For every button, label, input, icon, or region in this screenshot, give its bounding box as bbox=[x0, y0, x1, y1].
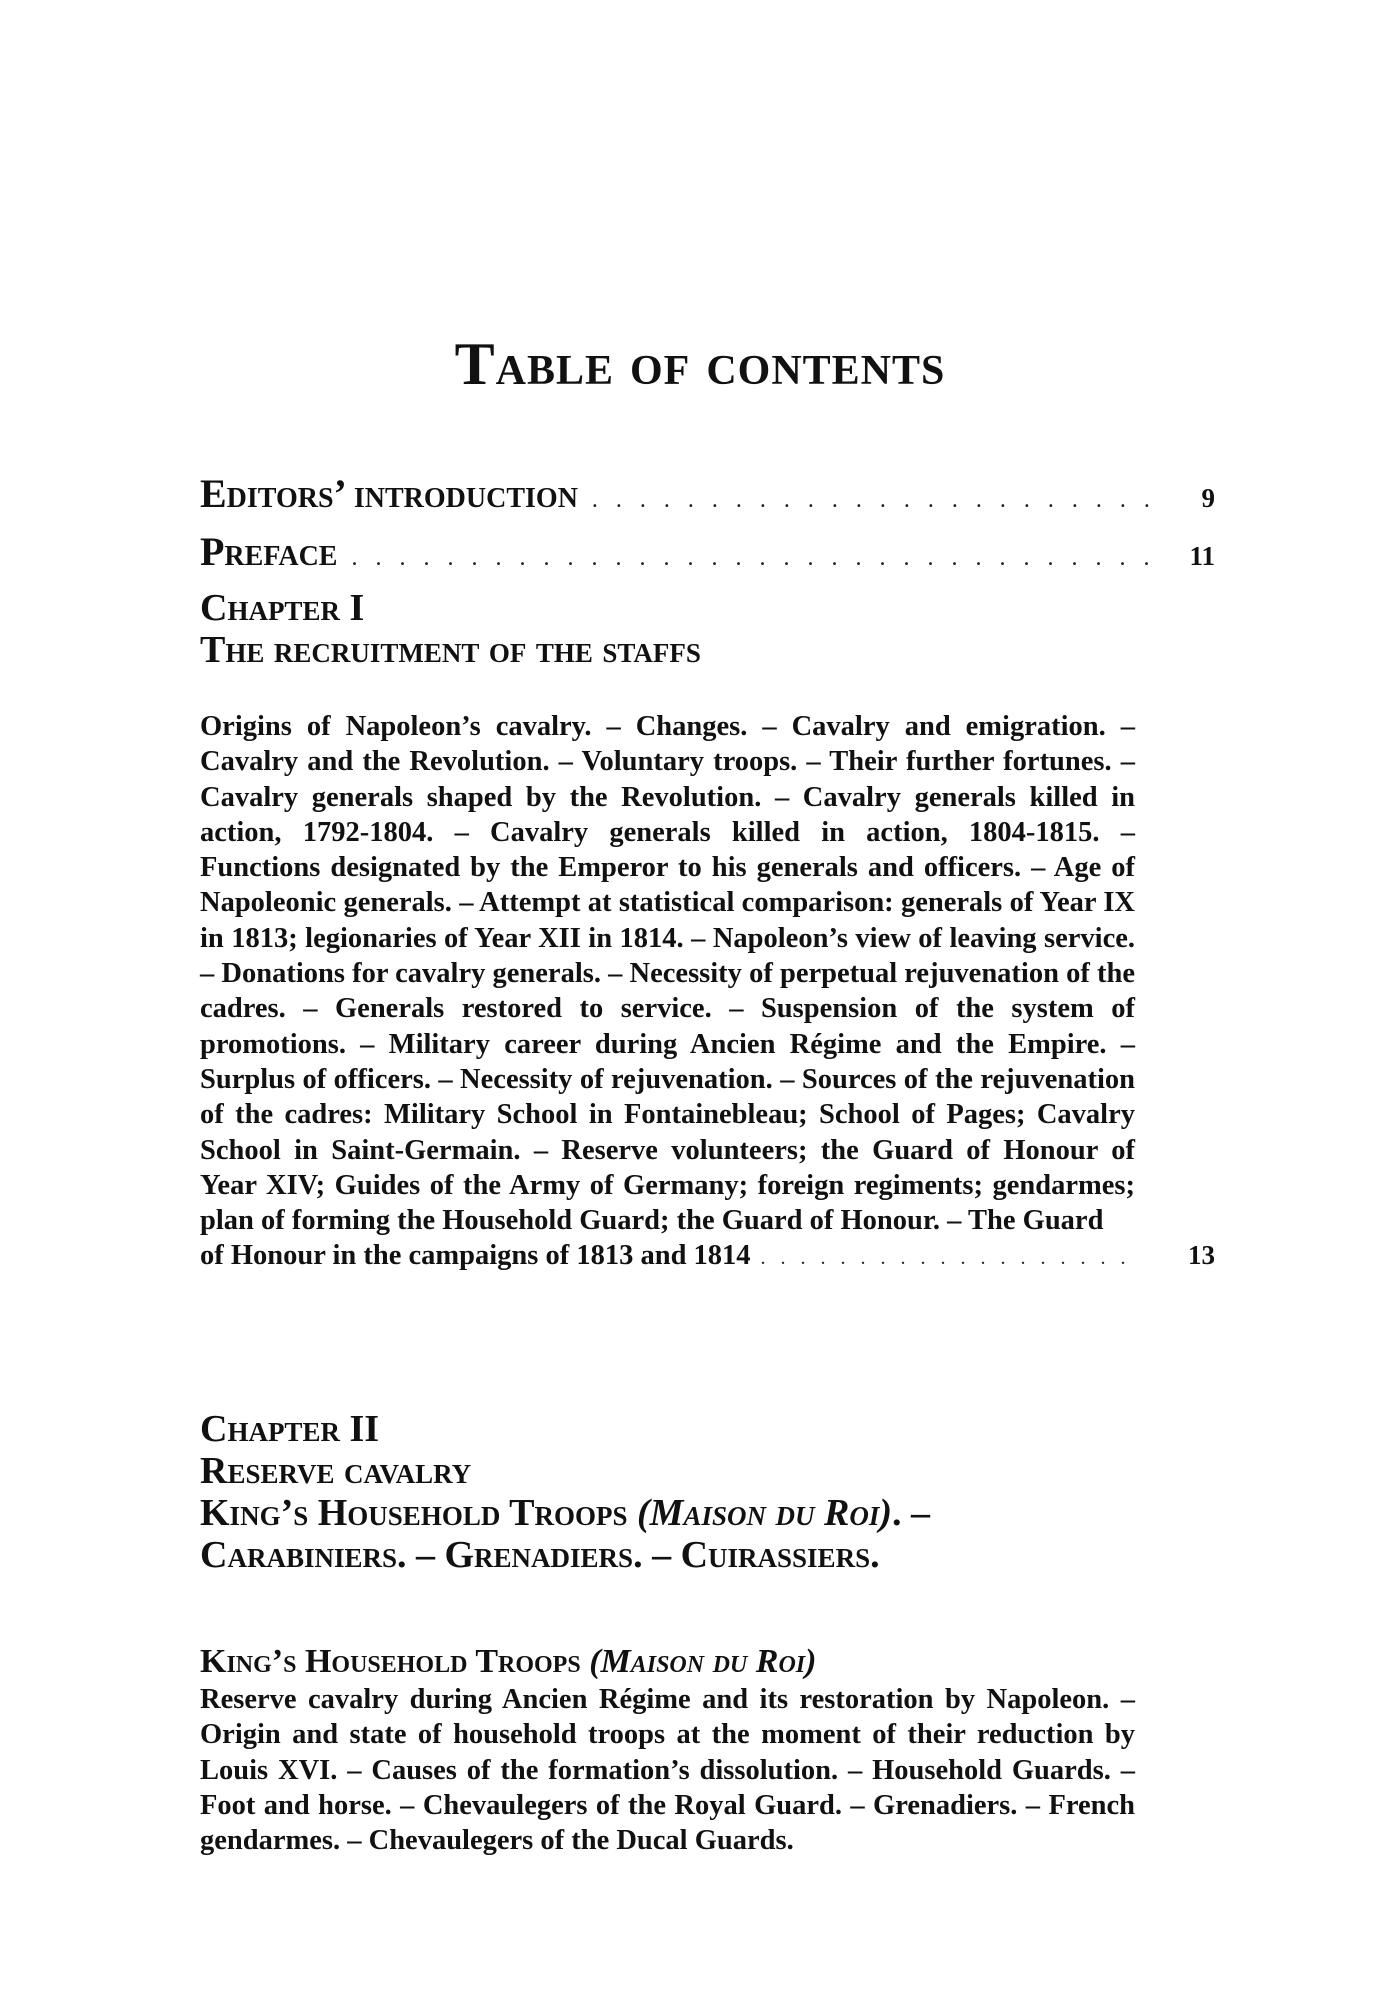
page-number: 13 bbox=[1188, 1240, 1215, 1271]
summary-last-line bbox=[200, 1238, 1215, 1276]
entry-label: Editors’ introduction bbox=[200, 471, 578, 516]
toc-entry-preface[interactable] bbox=[200, 528, 1215, 575]
chapter-subtitle: Reserve cavalry bbox=[200, 1450, 472, 1492]
page-number: 11 bbox=[1189, 541, 1215, 571]
page-title: Table of contents bbox=[454, 331, 946, 397]
chapter-heading: Chapter II bbox=[200, 1408, 380, 1450]
chapter-2-section bbox=[200, 1642, 1215, 1858]
toc-entry-introduction[interactable] bbox=[200, 470, 1215, 517]
section-heading: King’s Household Troops (Maison du Roi) bbox=[200, 1643, 817, 1680]
chapter-1-summary bbox=[200, 709, 1215, 1277]
section-text: Reserve cavalry during Ancien Régime and its restoration by Napoleon. – Origin and state of household troops at the moment of their reduction by Louis XVI. – Causes of the formation’s dissolution. – Household Guards. – Foot and horse. – Chevaulegers of the Royal Guard. – Grenadiers. – French gendarmes. – Chevaulegers of the Ducal Guards. bbox=[200, 1684, 1135, 1857]
dot-leader bbox=[592, 487, 1151, 514]
dot-leader bbox=[761, 1241, 1127, 1276]
chapter-topics-line-1: King’s Household Troops (Maison du Roi). – bbox=[200, 1492, 930, 1534]
dot-leader bbox=[351, 545, 1151, 572]
entry-label: Preface bbox=[200, 529, 338, 574]
toc-entry-chapter-1[interactable] bbox=[200, 587, 1215, 671]
page-number: 9 bbox=[1201, 483, 1215, 513]
summary-last-text: of Honour in the campaigns of 1813 and 1814 bbox=[200, 1240, 751, 1272]
summary-text: Origins of Napoleon’s cavalry. – Changes. – Cavalry and emigration. – Cavalry and the Revolution. – Voluntary troops. – Their further fortunes. – Cavalry generals shaped by the Revolution. – Cavalry generals killed in action, 1792-1804. – Cavalry generals killed in action, 1804-1815. – Functions designated by the Emperor to his generals and officers. – Age of Napoleonic generals. – Attempt at statistical comparison: generals of Year IX in 1813; legionaries of Year XII in 1814. – Napoleon’s view of leaving service. – Donations for cavalry generals. – Necessity of perpetual rejuvenation of the cadres. – Generals restored to service. – Suspension of the system of promotions. – Military career during Ancien Régime and the Empire. – Surplus of officers. – Necessity of rejuvenation. – Sources of the rejuvenation of the cadres: Military School in Fontainebleau; School of Pages; Cavalry School in Saint-Germain. – Reserve volunteers; the Guard of Honour of Year XIV; Guides of the Army of Germany; foreign regiments; gendarmes; plan of forming the Household Guard; the Guard of Honour. – The Guard bbox=[200, 711, 1135, 1237]
chapter-heading: Chapter I bbox=[200, 587, 365, 629]
chapter-topics-line-2: Carabiniers. – Grenadiers. – Cuirassiers. bbox=[200, 1534, 880, 1576]
toc-entry-chapter-2[interactable] bbox=[200, 1408, 1215, 1576]
chapter-subtitle: The recruitment of the staffs bbox=[200, 629, 701, 671]
